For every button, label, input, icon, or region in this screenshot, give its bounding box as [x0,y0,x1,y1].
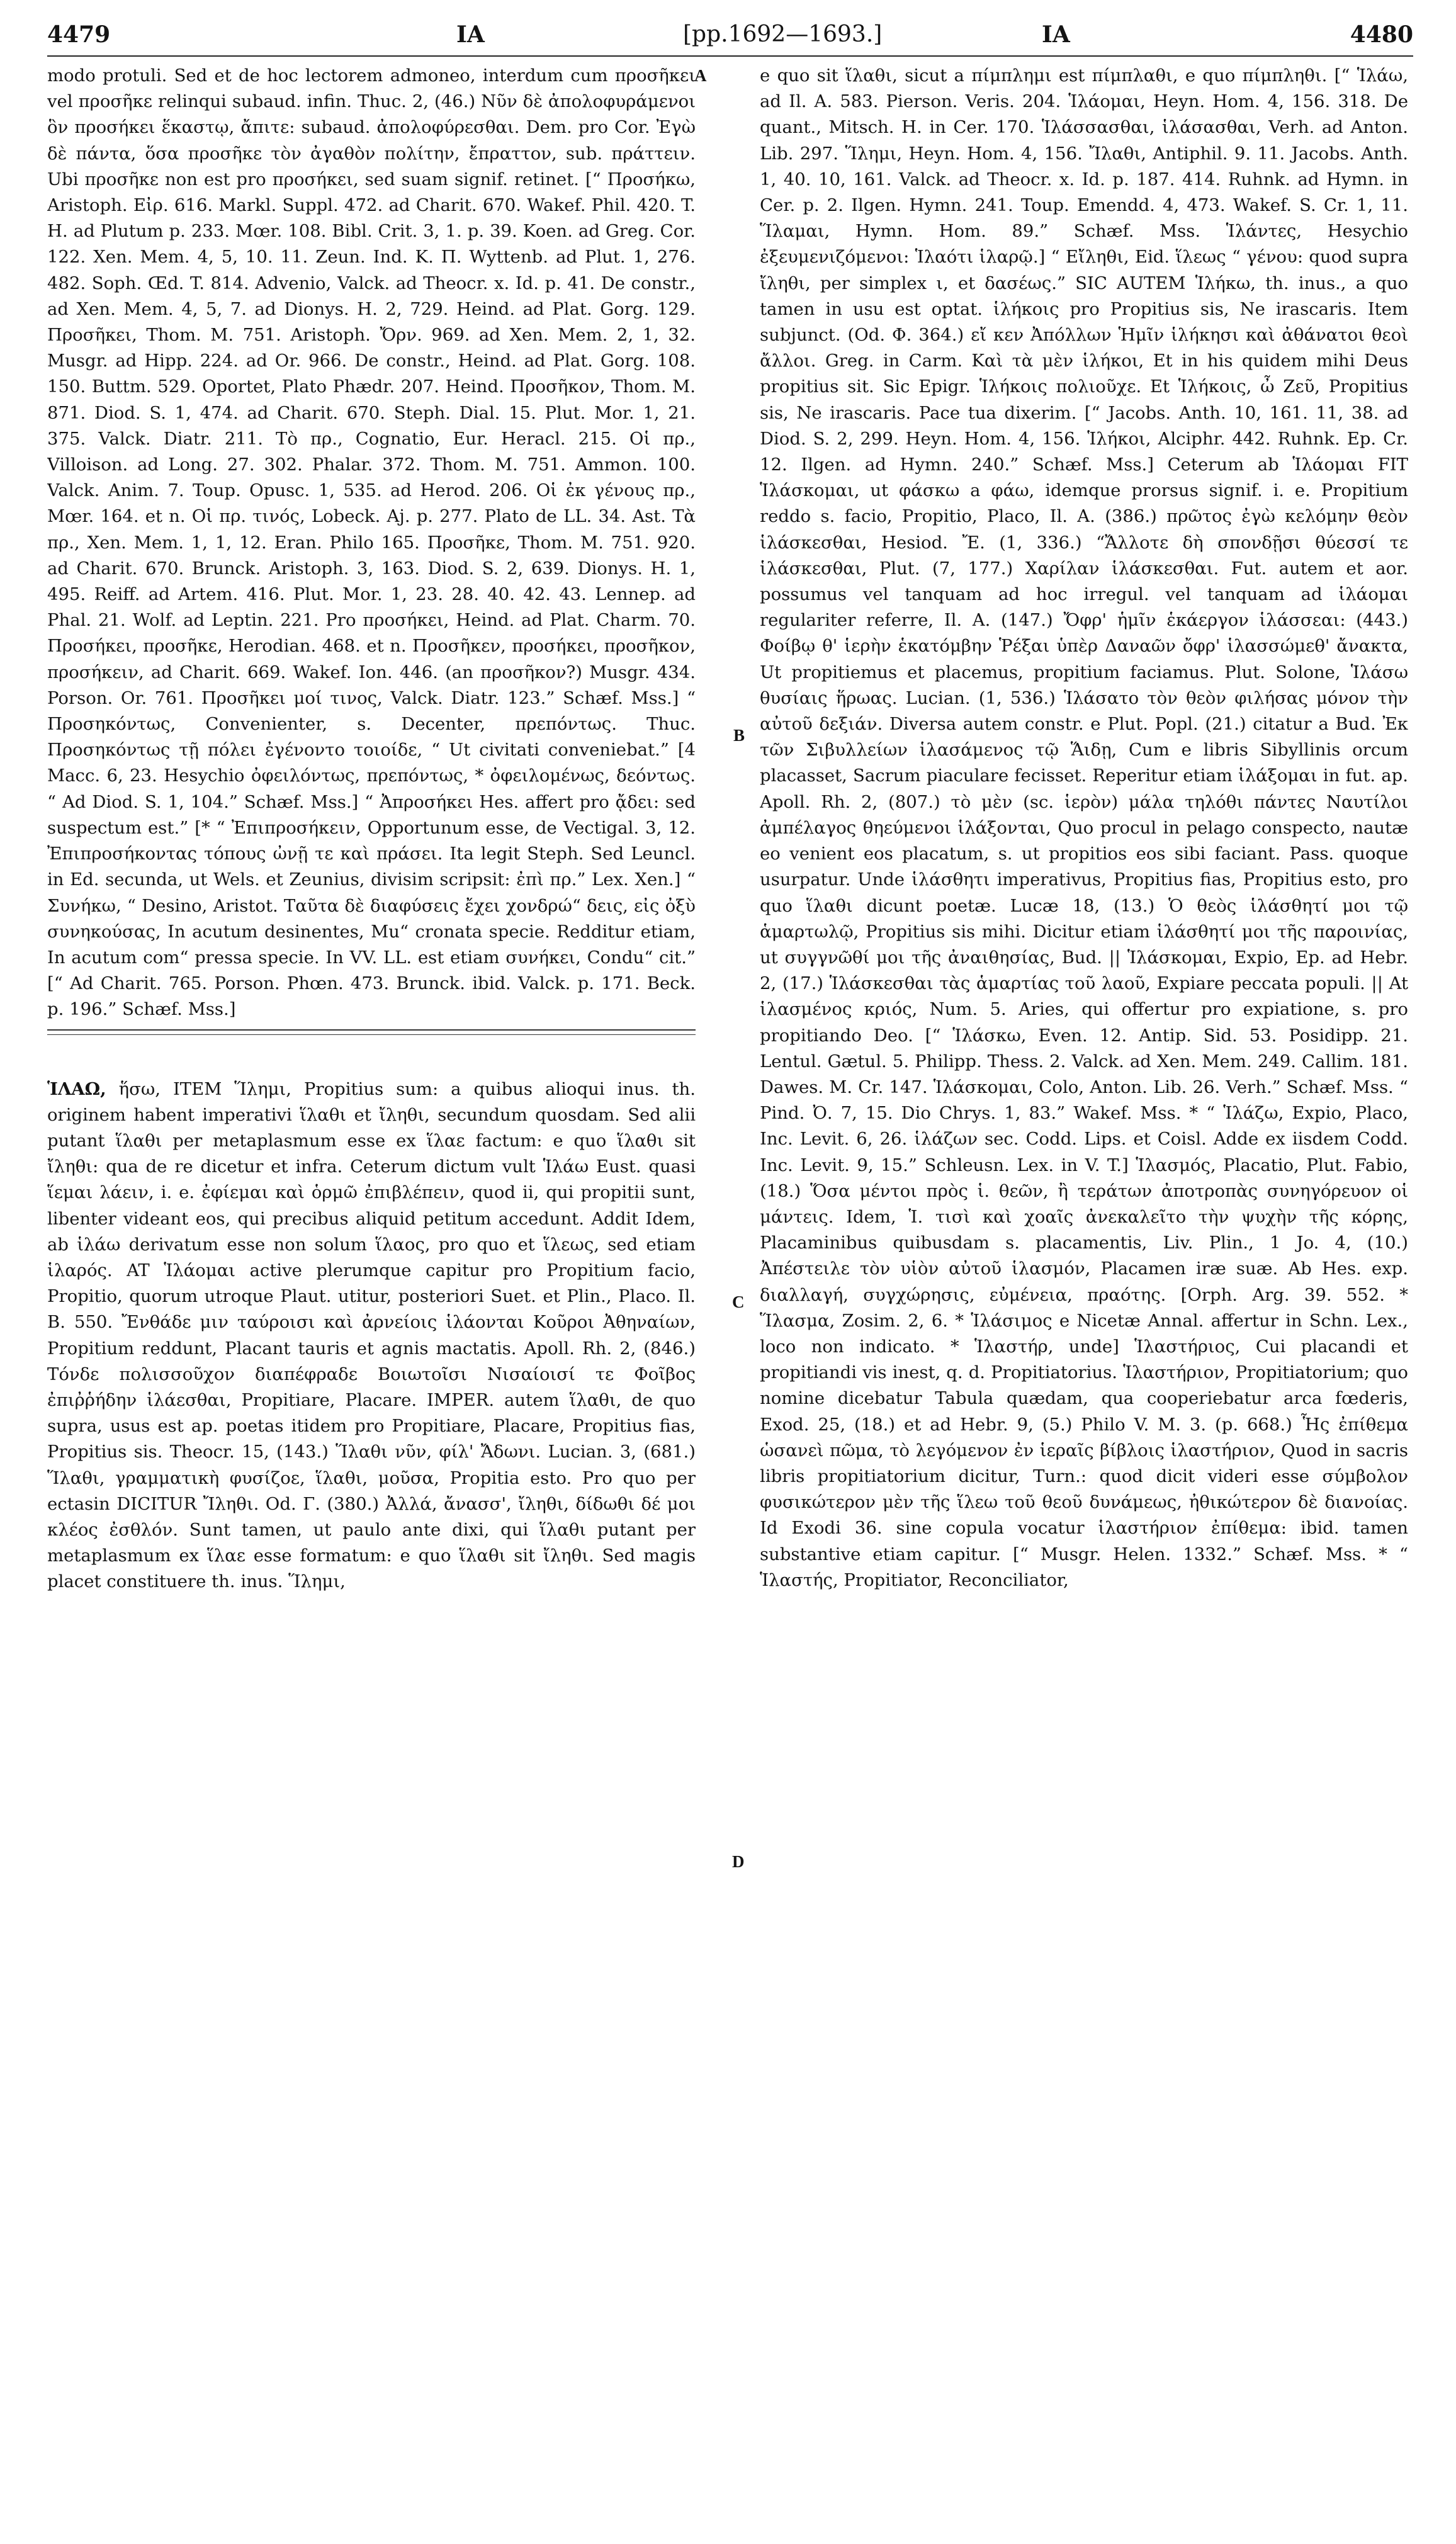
page-number-left: 4479 [47,21,111,48]
header-page-range: [pp.1692—1693.] [683,21,883,47]
entry-separator-thin [47,1034,696,1035]
entry-headword: ἹΛΑΩ, [47,1078,106,1099]
section-marker-a: A [694,66,707,85]
header-guide-word-left: ΙΑ [456,21,485,48]
section-marker-d: D [732,1852,745,1871]
left-column [47,63,696,2531]
entry-separator [47,1029,696,1031]
header-rule [47,55,1413,57]
entry-continuation-hilao: e quo sit ἵλαθι, sicut a πίμπλημι est πίμπλαθι, e quo πίμπληθι. [“ Ἱλάω, ad Il. A. 583. Pierson. Veris. 204. Ἱλάομαι, Heyn. Hom. 4, 156. 318. De quant., Mitsch. H. in Cer. 170. Ἱλάσσασθαι, ἱλάσασθαι, Verh. ad Anton. Lib. 297. Ἵλημι, Heyn. Hom. 4, 156. Ἴλαθι, Antiphil. 9. 11. Jacobs. Anth. 1, 40. 10, 161. Valck. ad Theocr. x. Id. p. 187. 414. Ruhnk. ad Hymn. in Cer. p. 2. Ilgen. Hymn. 241. Toup. Emendd. 4, 473. Wakef. S. Cr. 1, 11. Ἵλαμαι, Hymn. Hom. 89.” Schæf. Mss. Ἱλάντες, Hesychio ἐξευμενιζόμενοι: Ἱλαότι ἱλαρῷ.] “ Εἴληθι, Eid. ἵλεως “ γένου: quod supra ἴληθι, per simplex ι, et δασέως.” SIC AUTEM Ἱλήκω, th. inus., a quo tamen in usu est optat. ἱλήκοις pro Propitius sis, Ne irascaris. Item subjunct. (Od. Φ. 364.) εἴ κεν Ἀπόλλων Ἡμῖν ἱλήκησι καὶ ἀθάνατοι θεοὶ ἄλλοι. Greg. in Carm. Καὶ τὰ μὲν ἱλήκοι, Et in his quidem mihi Deus propitius sit. Sic Epigr. Ἱλήκοις πολιοῦχε. Et Ἱλήκοις, ὦ Ζεῦ, Propitius sis, Ne irascaris. Pace tua dixerim. [“ Jacobs. Anth. 10, 161. 11, 38. ad Diod. S. 2, 299. Heyn. Hom. 4, 156. Ἱλήκοι, Alciphr. 442. Ruhnk. Ep. Cr. 12. Ilgen. ad Hymn. 240.” Schæf. Mss.] Ceterum ab Ἱλάομαι FIT Ἱλάσκομαι, ut φάσκω a φάω, idemque prorsus signif. i. e. Propitium reddo s. facio, Propitio, Placo, Il. A. (386.) πρῶτος ἐγὼ κελόμην θεὸν ἱλάσκεσθαι, Hesiod. Ἔ. (1, 336.) “Ἄλλοτε δὴ σπονδῇσι θύεσσί τε ἱλάσκεσθαι, Plut. (7, 177.) Χαρίλαν ἱλάσκεσθαι. Fut. autem et aor. possumus vel tanquam ad hoc irregul. vel tanquam ad ἱλάομαι regulariter referre, Il. A. (147.) Ὄφρ' ἡμῖν ἑκάεργον ἱλάσσεαι: (443.) Φοίβῳ θ' ἱερὴν ἑκατόμβην Ῥέξαι ὑπὲρ Δαναῶν ὄφρ' ἱλασσώμεθ' ἄνακτα, Ut propitiemus et placemus, propitium faciamus. Plut. Solone, Ἱλάσω θυσίαις ἥρωας. Lucian. (1, 536.) Ἱλάσατο τὸν θεὸν φιλήσας μόνον τὴν αὐτοῦ δεξιάν. Diversa autem constr. e Plut. Popl. (21.) citatur a Bud. Ἐκ τῶν Σιβυλλείων ἱλασάμενος τῷ Ἅιδῃ, Cum e libris Sibyllinis orcum placasset, Sacrum piaculare fecisset. Reperitur etiam ἱλάξομαι in fut. ap. Apoll. Rh. 2, (807.) τὸ μὲν (sc. ἱερὸν) μάλα τηλόθι πάντες Ναυτίλοι ἀμπέλαγος θηεύμενοι ἱλάξονται, Quo procul in pelago conspecto, nautæ eo venient eos placatum, s. ut propitios eos sibi faciant. Pass. quoque usurpatur. Unde ἱλάσθητι imperativus, Propitius fias, Propitius esto, pro quo ἵλαθι dicunt poetæ. Lucæ 18, (13.) Ὁ θεὸς ἱλάσθητί μοι τῷ ἁμαρτωλῷ, Propitius sis mihi. Dicitur etiam ἱλάσθητί μοι τῆς παροινίας, ut συγγνῶθί μοι τῆς ἀναιθησίας, Bud. || Ἱλάσκομαι, Expio, Ep. ad Hebr. 2, (17.) Ἱλάσκεσθαι τὰς ἁμαρτίας τοῦ λαοῦ, Expiare peccata populi. || At ἱλασμένος κριός, Num. 5. Aries, qui offertur pro expiatione, s. pro propitiando Deo. [“ Ἱλάσκω, Even. 12. Antip. Sid. 53. Posidipp. 21. Lentul. Gætul. 5. Philipp. Thess. 2. Valck. ad Xen. Mem. 249. Callim. 181. Dawes. M. Cr. 147. Ἱλάσκομαι, Colo, Anton. Lib. 26. Verh.” Schæf. Mss. “ Pind. Ὀ. 7, 15. Dio Chrys. 1, 83.” Wakef. Mss. * “ Ἱλάζω, Expio, Placo, Inc. Levit. 6, 26. ἱλάζων sec. Codd. Lips. et Coisl. Adde ex iisdem Codd. Inc. Levit. 9, 15.” Schleusn. Lex. in V. T.] Ἱλασμός, Placatio, Plut. Fabio, (18.) Ὅσα μέντοι πρὸς ἱ. θεῶν, ἢ τεράτων ἀποτροπὰς συνηγόρευον οἱ μάντεις. Idem, Ἱ. τισὶ καὶ χοαῖς ἀνεκαλεῖτο τὴν ψυχὴν τῆς κόρης, Placaminibus quibusdam s. placamentis, Liv. Plin., 1 Jo. 4, (10.) Ἀπέστειλε τὸν υἱὸν αὐτοῦ ἱλασμόν, Placamen iræ suæ. Ab Hes. exp. διαλλαγή, συγχώρησις, εὐμένεια, πραότης. [Orph. Arg. 39. 552. * Ἵλασμα, Zosim. 2, 6. * Ἱλάσιμος e Nicetæ Annal. affertur in Schn. Lex., loco non indicato. * Ἱλαστήρ, unde] Ἱλαστήριος, Cui placandi et propitiandi vis inest, q. d. Propitiatorius. Ἱλαστήριον, Propitiatorium; quo nomine dicebatur Tabula quædam, qua cooperiebatur arca fœderis, Exod. 25, (18.) et ad Hebr. 9, (5.) Philo V. M. 3. (p. 668.) Ἧς ἐπίθεμα ὡσανεὶ πῶμα, τὸ λεγόμενον ἐν ἱεραῖς βίβλοις ἱλαστήριον, Quod in sacris libris propitiatorium dicitur, Turn.: quod dicit videri esse σύμβολον φυσικώτερον μὲν τῆς ἵλεω τοῦ θεοῦ δυνάμεως, ἠθικώτερον δὲ διανοίας. Id Exodi 36. sine copula vocatur ἱλαστήριον ἐπίθεμα: ibid. tamen substantive etiam capitur. [“ Musgr. Helen. 1332.” Schæf. Mss. * “ Ἱλαστής, Propitiator, Reconciliator, [760,65,1408,1590]
page-number-right: 4480 [1350,21,1413,48]
running-header [47,21,1413,59]
entry-continuation-proseko: modo protuli. Sed et de hoc lectorem admoneo, interdum cum προσῆκει vel προσῆκε relinqui subaud. infin. Thuc. 2, (46.) Νῦν δὲ ἀπολοφυράμενοι ὃν προσήκει ἕκαστῳ, ἄπιτε: subaud. ἀπολοφύρεσθαι. Dem. pro Cor. Ἐγὼ δὲ πάντα, ὅσα προσῆκε τὸν ἀγαθὸν πολίτην, ἔπραττον, sub. πράττειν. Ubi προσῆκε non est pro προσήκει, sed suam signif. retinet. [“ Προσήκω, Aristoph. Εἰρ. 616. Markl. Suppl. 472. ad Charit. 670. Wakef. Phil. 420. T. H. ad Plutum p. 233. Mœr. 108. Bibl. Crit. 3, 1. p. 39. Koen. ad Greg. Cor. 122. Xen. Mem. 4, 5, 10. 11. Zeun. Ind. K. Π. Wyttenb. ad Plut. 1, 276. 482. Soph. Œd. T. 814. Advenio, Valck. ad Theocr. x. Id. p. 41. De constr., ad Xen. Mem. 4, 5, 7. ad Dionys. H. 2, 729. Heind. ad Plat. Gorg. 129. Προσῆκει, Thom. M. 751. Aristoph. Ὄρν. 969. ad Xen. Mem. 2, 1, 32. Musgr. ad Hipp. 224. ad Or. 966. De constr., Heind. ad Plat. Gorg. 108. 150. Buttm. 529. Oportet, Plato Phædr. 207. Heind. Προσῆκον, Thom. M. 871. Diod. S. 1, 474. ad Charit. 670. Steph. Dial. 15. Plut. Mor. 1, 21. 375. Valck. Diatr. 211. Τὸ πρ., Cognatio, Eur. Heracl. 215. Οἱ πρ., Villoison. ad Long. 27. 302. Phalar. 372. Thom. M. 751. Ammon. 100. Valck. Anim. 7. Toup. Opusc. 1, 535. ad Herod. 206. Οἱ ἐκ γένους πρ., Mœr. 164. et n. Οἱ πρ. τινός, Lobeck. Aj. p. 277. Plato de LL. 34. Ast. Τὰ πρ., Xen. Mem. 1, 1, 12. Eran. Philo 165. Προσῆκε, Thom. M. 751. 920. ad Charit. 670. Brunck. Aristoph. 3, 163. Diod. S. 2, 639. Dionys. H. 1, 495. Reiff. ad Artem. 416. Plut. Mor. 1, 23. 28. 40. 42. 43. Lennep. ad Phal. 21. Wolf. ad Leptin. 221. Pro προσήκει, Heind. ad Plat. Charm. 70. Προσήκει, προσῆκε, Herodian. 468. et n. Προσῆκεν, προσήκει, προσῆκον, προσήκειν, ad Charit. 669. Wakef. Ion. 446. (an προσῆκον?) Musgr. 434. Porson. Or. 761. Προσῆκει μοί τινος, Valck. Diatr. 123.” Schæf. Mss.] “ Προσηκόντως, Convenienter, s. Decenter, πρεπόντως. Thuc. Προσηκόντως τῇ πόλει ἐγένοντο τοιοίδε, “ Ut civitati conveniebat.” [4 Macc. 6, 23. Hesychio ὀφειλόντως, πρεπόντως, * ὀφειλομένως, δεόντως. “ Ad Diod. S. 1, 104.” Schæf. Mss.] “ Ἀπροσήκει Hes. affert pro ᾄδει: sed suspectum est.” [* “ Ἐπιπροσήκειν, Opportunum esse, de Vectigal. 3, 12. Ἐπιπροσήκοντας τόπους ὠνῇ τε καὶ πράσει. Ita legit Steph. Sed Leuncl. in Ed. secunda, ut Wels. et Zeunius, divisim scripsit: ἐπὶ πρ.” Lex. Xen.] “ Συνήκω, “ Desino, Aristot. Ταῦτα δὲ διαφύσεις ἔχει χονδρώ“ δεις, εἰς ὀξὺ συνηκούσας, In acutum desinentes, Mu“ cronata specie. Redditur etiam, In acutum com“ pressa specie. In VV. LL. est etiam συνήκει, Condu“ cit.” [“ Ad Charit. 765. Porson. Phœn. 473. Brunck. ibid. Valck. p. 171. Beck. p. 196.” Schæf. Mss.] [47,65,696,1020]
section-marker-b: B [733,726,745,745]
section-marker-c: C [732,1292,745,1311]
header-guide-word-right: ΙΑ [1042,21,1070,48]
right-column [760,63,1408,2531]
entry-body: ἥσω, ITEM Ἵλημι, Propitius sum: a quibus alioqui inus. th. originem habent imperativi ἵλαθι et ἴληθι, secundum quosdam. Sed alii putant ἵλαθι per metaplasmum esse ex ἵλαε factum: e quo ἵλαθι sit ἴληθι: qua de re dicetur et infra. Ceterum dictum vult Ἱλάω Eust. quasi ἵεμαι λάειν, i. e. ἐφίεμαι καὶ ὁρμῶ ἐπιβλέπειν, quod ii, qui propitii sunt, libenter videant eos, qui precibus aliquid petitum accedunt. Addit Idem, ab ἱλάω derivatum esse non solum ἵλαος, pro quo et ἵλεως, sed etiam ἱλαρός. AT Ἱλάομαι active plerumque capitur pro Propitium facio, Propitio, quorum utroque Plaut. utitur, posteriori Suet. et Plin., Placo. Il. B. 550. Ἔνθάδε μιν ταύροισι καὶ ἀρνείοις ἱλάονται Κοῦροι Ἀθηναίων, Propitium reddunt, Placant tauris et agnis mactatis. Apoll. Rh. 2, (846.) Τόνδε πολισσοῦχον διαπέφραδε Βοιωτοῖσι Νισαίοισί τε Φοῖβος ἐπιῤῥήδην ἱλάεσθαι, Propitiare, Placare. IMPER. autem ἵλαθι, de quo supra, usus est ap. poetas itidem pro Propitiare, Placare, Propitius fias, Propitius sis. Theocr. 15, (143.) Ἵλαθι νῦν, φίλ' Ἄδωνι. Lucian. 3, (681.) Ἵλαθι, γραμματικὴ φυσίζοε, ἵλαθι, μοῦσα, Propitia esto. Pro quo per ectasin DICITUR Ἴληθι. Od. Γ. (380.) Ἀλλά, ἄνασσ', ἴληθι, δίδωθι δέ μοι κλέος ἐσθλόν. Sunt tamen, ut paulo ante dixi, qui ἵλαθι putant per metaplasmum ex ἵλαε esse formatum: e quo ἵλαθι sit ἴληθι. Sed magis placet constituere th. inus. Ἵλημι, [47,1078,696,1592]
entry-hilao [47,1077,696,1595]
